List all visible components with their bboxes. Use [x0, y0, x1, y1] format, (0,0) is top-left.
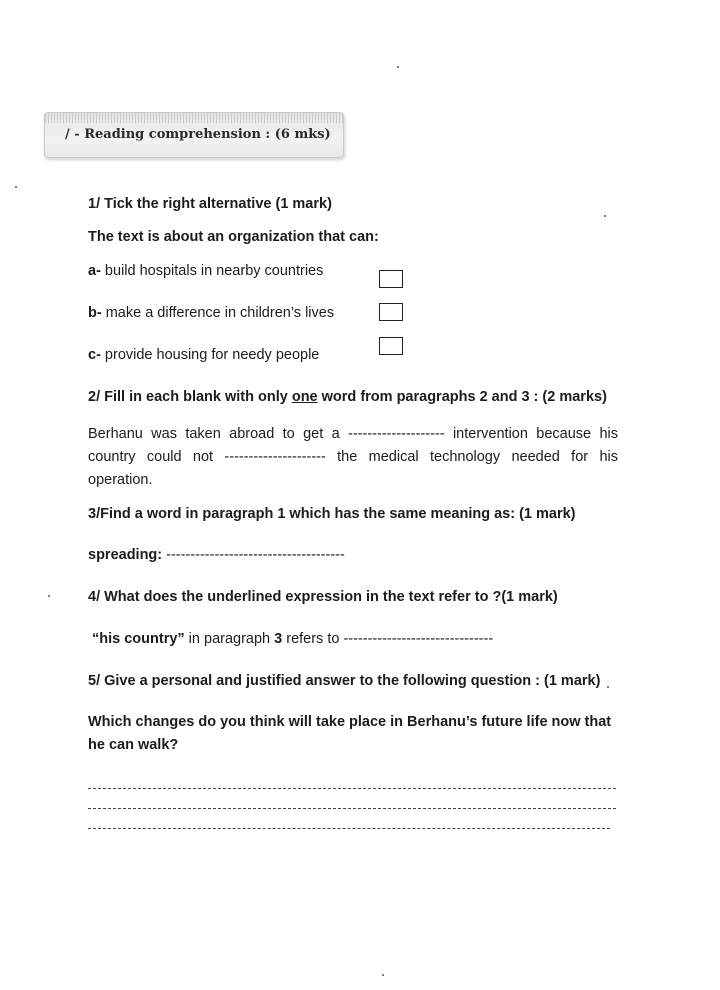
q3-answer-line — [88, 547, 345, 563]
scan-speck — [15, 186, 17, 188]
q5-answer-line-1[interactable] — [88, 788, 616, 789]
q5-answer-line-2[interactable] — [88, 808, 616, 809]
q3-title: 3/Find a word in paragraph 1 which has the same meaning as: (1 mark) — [88, 506, 576, 522]
q4-answer-line — [92, 631, 493, 647]
q3-prompt: spreading: — [88, 547, 163, 563]
q1-option-c-text: provide housing for needy people — [100, 347, 320, 363]
q1-option-a-text: build hospitals in nearby countries — [100, 263, 324, 279]
q1-option-b — [88, 305, 334, 321]
q1-option-b-checkbox[interactable] — [379, 303, 403, 321]
q1-option-a-letter: a- — [88, 263, 101, 279]
q1-title: 1/ Tick the right alternative (1 mark) — [88, 196, 332, 212]
q2-title-part-b: word from paragraphs 2 and 3 : (2 marks) — [317, 389, 607, 405]
q4-blank[interactable]: refers to ------------------------------- — [282, 631, 494, 647]
q1-option-b-letter: b- — [88, 305, 102, 321]
q5-question-line-1: Which changes do you think will take place in Berhanu’s future life now that — [88, 714, 612, 730]
scan-speck — [48, 595, 50, 597]
q3-blank[interactable]: ------------------------------------- — [162, 547, 345, 563]
section-header: / - Reading comprehension : (6 mks) — [65, 127, 331, 142]
q4-expression: “his country” — [92, 631, 185, 647]
q4-paragraph-number: 3 — [274, 631, 283, 647]
q2-title-part-a: 2/ Fill in each blank with only — [88, 389, 292, 405]
q1-option-c-letter: c- — [88, 347, 101, 363]
q5-question-line-2: he can walk? — [88, 737, 179, 753]
scan-speck — [397, 66, 399, 68]
scan-speck — [382, 974, 384, 976]
q5-answer-line-3[interactable] — [88, 828, 610, 829]
q1-option-a-checkbox[interactable] — [379, 270, 403, 288]
q4-mid: in paragraph — [184, 631, 275, 647]
q1-option-c — [88, 347, 319, 363]
scan-speck — [604, 215, 606, 217]
q1-option-c-checkbox[interactable] — [379, 337, 403, 355]
q2-title — [88, 389, 607, 405]
q5-title: 5/ Give a personal and justified answer to the following question : (1 mark) — [88, 673, 601, 689]
q1-option-a — [88, 263, 323, 279]
section-header-box — [44, 112, 344, 158]
q1-option-b-text: make a difference in children’s lives — [101, 305, 335, 321]
q4-title: 4/ What does the underlined expression in the text refer to ?(1 mark) — [88, 589, 558, 605]
q1-stem: The text is about an organization that can: — [88, 229, 379, 245]
q2-passage: Berhanu was taken abroad to get a -------------------- intervention because his country could not --------------------- the medical technology needed for his operation. — [88, 426, 618, 488]
q2-title-underlined: one — [291, 389, 318, 405]
scan-speck — [607, 686, 609, 688]
